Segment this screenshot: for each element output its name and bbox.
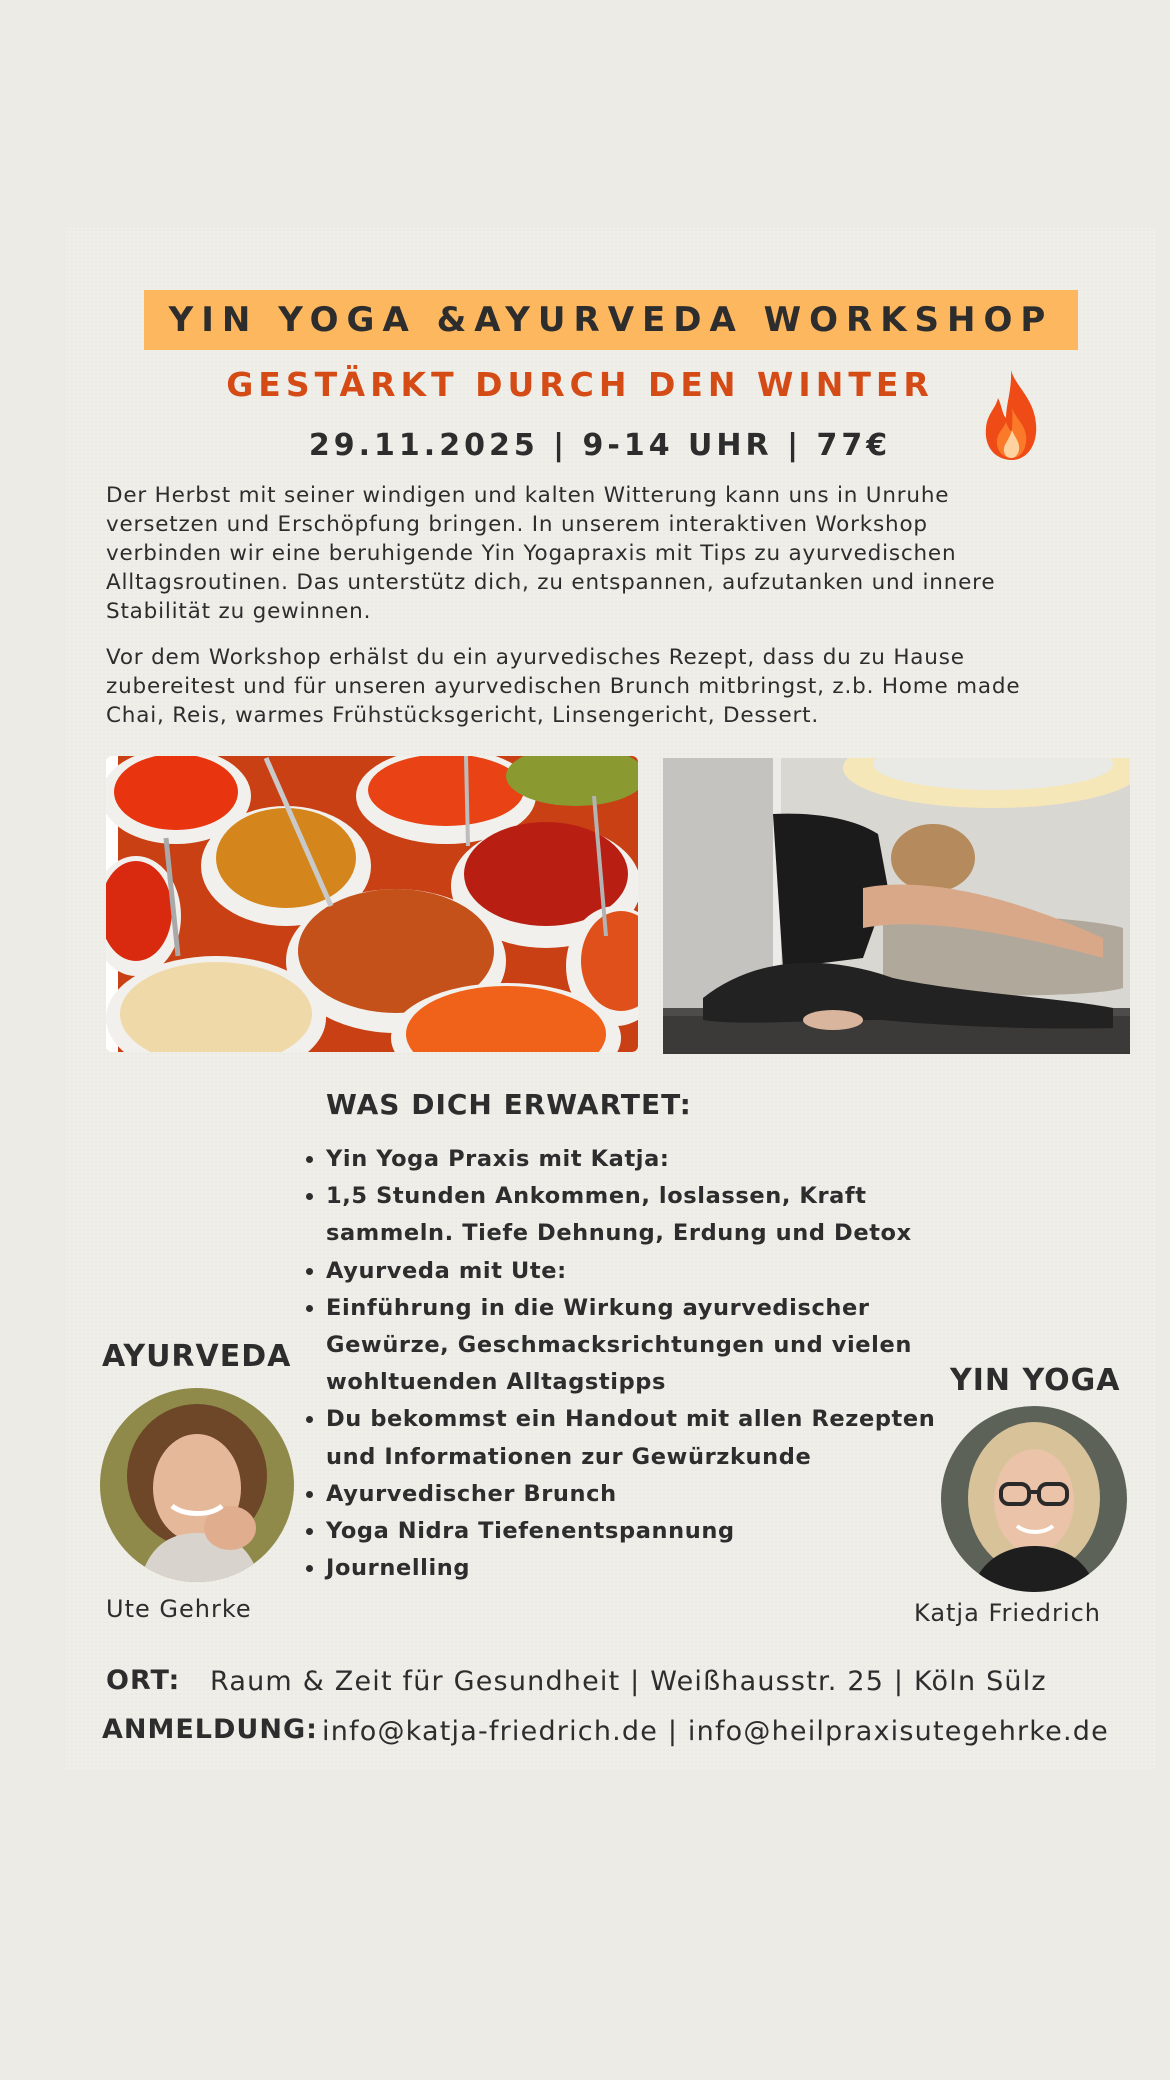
list-item: • Ayurvedischer Brunch xyxy=(326,1476,966,1513)
list-item: • Journelling xyxy=(326,1550,966,1587)
intro-line: Der Herbst mit seiner windigen und kalten Witterung kann uns in Unruhe xyxy=(106,483,950,508)
title-banner xyxy=(144,290,1078,350)
list-item: • Ayurveda mit Ute: xyxy=(326,1253,966,1290)
recipe-line: Vor dem Workshop erhälst du ein ayurvedisches Rezept, dass du zu Hause xyxy=(106,645,965,670)
workshop-title: YIN YOGA &AYURVEDA WORKSHOP xyxy=(168,300,1054,340)
intro-line: Alltagsroutinen. Das unterstütz dich, zu entspannen, aufzutanken und innere xyxy=(106,570,996,595)
recipe-line: zubereitest und für unseren ayurvedischen Brunch mitbringst, z.b. Home made xyxy=(106,674,1021,699)
list-item: • Yin Yoga Praxis mit Katja: xyxy=(326,1141,966,1178)
location-label: ORT: xyxy=(106,1665,181,1696)
expect-heading: WAS DICH ERWARTET: xyxy=(326,1088,692,1121)
intro-line: versetzen und Erschöpfung bringen. In unserem interaktiven Workshop xyxy=(106,512,928,537)
portrait-katja xyxy=(941,1406,1127,1592)
portrait-ute xyxy=(100,1388,294,1582)
yoga-photo xyxy=(663,758,1130,1054)
avatar xyxy=(100,1388,294,1582)
registration-value: info@katja-friedrich.de | info@heilpraxisutegehrke.de xyxy=(322,1716,1109,1747)
avatar xyxy=(941,1406,1127,1592)
location-value: Raum & Zeit für Gesundheit | Weißhausstr. 25 | Köln Sülz xyxy=(210,1666,1047,1697)
yoga-illustration xyxy=(663,758,1130,1054)
expect-list xyxy=(300,1141,966,1587)
intro-line: verbinden wir eine beruhigende Yin Yogapraxis mit Tips zu ayurvedischen xyxy=(106,541,957,566)
list-item: • Yoga Nidra Tiefenentspannung xyxy=(326,1513,966,1550)
intro-line: Stabilität zu gewinnen. xyxy=(106,599,372,624)
host-name-katja: Katja Friedrich xyxy=(914,1599,1101,1627)
intro-paragraph xyxy=(106,481,1126,626)
yin-yoga-title: YIN YOGA xyxy=(950,1363,1121,1398)
list-item: • Einführung in die Wirkung ayurvedischer Gewürze, Geschmacksrichtungen und vielen wohltuenden Alltagstipps xyxy=(326,1290,966,1402)
date-time-price: 29.11.2025 | 9-14 UHR | 77€ xyxy=(308,428,892,463)
list-item: • Du bekommst ein Handout mit allen Rezepten und Informationen zur Gewürzkunde xyxy=(326,1401,966,1475)
recipe-line: Chai, Reis, warmes Frühstücksgericht, Linsengericht, Dessert. xyxy=(106,703,819,728)
flame-icon xyxy=(982,368,1040,462)
workshop-subtitle: GESTÄRKT DURCH DEN WINTER xyxy=(226,365,934,404)
ayurveda-title: AYURVEDA xyxy=(102,1339,292,1374)
recipe-paragraph xyxy=(106,643,1126,730)
spices-illustration xyxy=(106,756,638,1052)
spices-photo xyxy=(106,756,638,1052)
registration-label: ANMELDUNG: xyxy=(102,1714,318,1745)
list-item: • 1,5 Stunden Ankommen, loslassen, Kraft sammeln. Tiefe Dehnung, Erdung und Detox xyxy=(326,1178,966,1252)
host-name-ute: Ute Gehrke xyxy=(106,1595,252,1623)
